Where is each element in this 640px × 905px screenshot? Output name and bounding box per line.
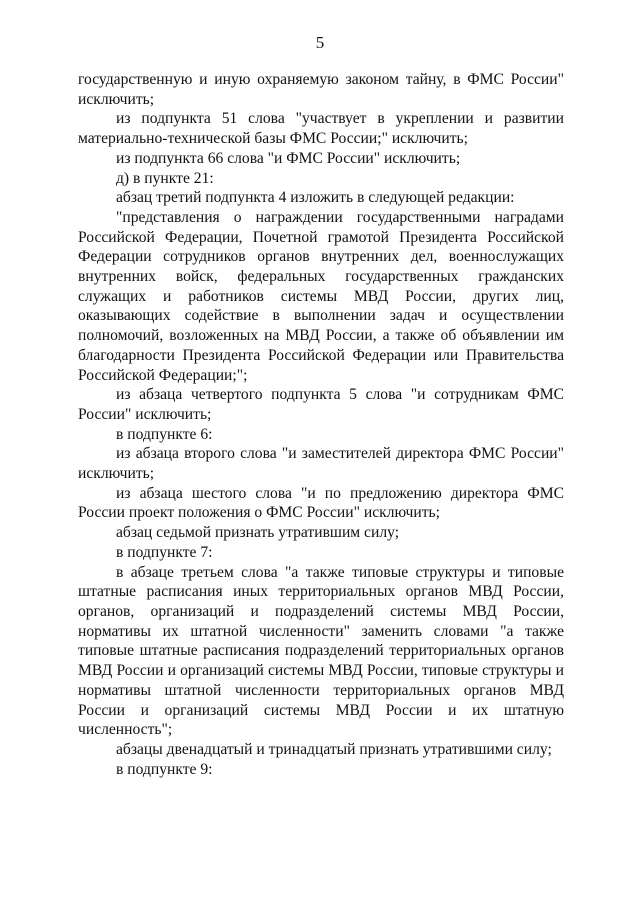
paragraph-continuation: государственную и иную охраняемую законом тайну, в ФМС России" исключить; — [78, 71, 564, 108]
document-body — [78, 70, 564, 779]
paragraph: абзац третий подпункта 4 изложить в следующей редакции: — [116, 189, 515, 207]
paragraph: в подпункте 9: — [116, 760, 213, 778]
paragraph: из абзаца шестого слова "и по предложению директора ФМС России проект положения о ФМС России" исключить; — [78, 484, 564, 522]
paragraph: из подпункта 66 слова "и ФМС России" исключить; — [116, 149, 461, 167]
paragraph: из абзаца четвертого подпункта 5 слова "и сотрудникам ФМС России" исключить; — [78, 386, 564, 423]
page-number: 5 — [315, 33, 325, 52]
paragraph: из подпункта 51 слова "участвует в укреплении и развитии материально-технической базы ФМС России;" исключить; — [78, 110, 564, 148]
paragraph: в подпункте 7: — [116, 543, 213, 561]
paragraph: в абзаце третьем слова "а также типовые структуры и типовые штатные расписания иных территориальных органов МВД России, органов, организаций и подразделений системы МВД России, нормативы их штатной численности" заменить словами "а также типовые штатные расписания подразделений территориальных органов МВД России и организаций системы МВД России, типовые структуры и нормативы штатной численности территориальных органов МВД России и организаций системы МВД России и их штатную численность"; — [78, 563, 564, 739]
paragraph: из абзаца второго слова "и заместителей директора ФМС России" исключить; — [78, 445, 564, 483]
paragraph: д) в пункте 21: — [116, 169, 214, 187]
paragraph: абзацы двенадцатый и тринадцатый признать утратившими силу; — [116, 740, 552, 758]
paragraph: "представления о награждении государственными наградами Российской Федерации, Почетной грамотой Президента Российской Федерации сотрудников органов внутренних дел, военнослужащих внутренних войск, федеральных государственных гражданских служащих и работников системы МВД России, других лиц, оказывающих содействие в выполнении задач и осуществлении полномочий, возложенных на МВД России, а также об объявлении им благодарности Президента Российской Федерации или Правительства Российской Федерации;"; — [78, 208, 564, 384]
paragraph: в подпункте 6: — [116, 425, 213, 443]
paragraph: абзац седьмой признать утратившим силу; — [116, 524, 400, 542]
